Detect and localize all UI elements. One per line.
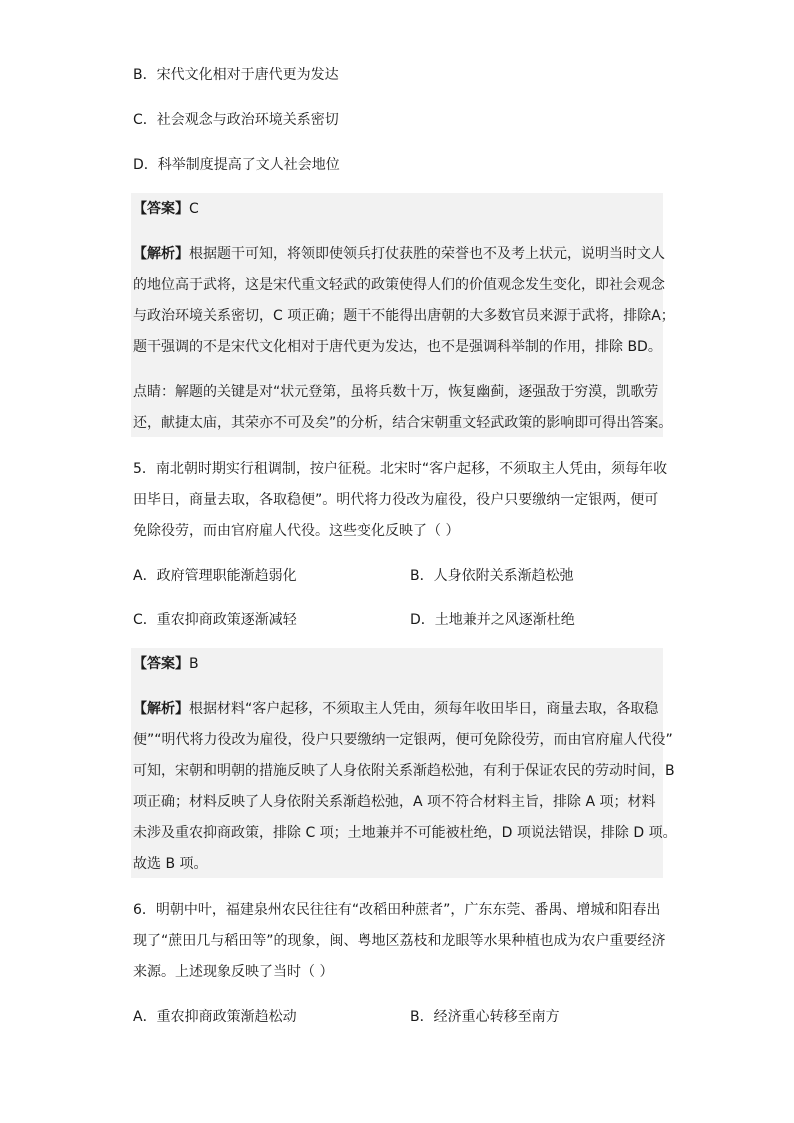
q5-stem-line-3: 免除役劳，而由官府雇人代役。这些变化反映了（ ） [133, 523, 460, 539]
q6-stem-line-1: 6．明朝中叶，福建泉州农民往往有“改稻田种蔗者”，广东东莞、番禺、增城和阳春出 [133, 902, 661, 918]
q5-stem-line-1: 5．南北朝时期实行租调制，按户征税。北宋时“客户起移，不须取主人凭由，须每年收 [133, 461, 668, 477]
q4-option-c: C．社会观念与政治环境关系密切 [133, 112, 339, 128]
q5-option-a: A．政府管理职能渐趋弱化 [133, 568, 297, 584]
q4-option-d: D．科举制度提高了文人社会地位 [133, 157, 340, 173]
q5-option-c: C．重农抑商政策逐渐减轻 [133, 612, 297, 628]
q4-analysis-line-3: 与政治环境关系密切，C 项正确；题干不能得出唐朝的大多数官员来源于武将，排除A； [133, 308, 675, 324]
analysis-text: 根据材料“客户起移，不须取主人凭由，须每年收田毕日，商量去取，各取稳 [189, 701, 659, 717]
q6-stem-line-2: 现了“蔗田几与稻田等”的现象，闽、粤地区荔枝和龙眼等水果种植也成为农户重要经济 [133, 933, 666, 949]
q5-option-d: D．土地兼并之风逐渐杜绝 [410, 612, 575, 628]
analysis-label: 【解析】 [133, 246, 189, 262]
q4-option-b: B．宋代文化相对于唐代更为发达 [133, 67, 339, 83]
q4-analysis-line-2: 的地位高于武将，这是宋代重文轻武的政策使得人们的价值观念发生变化，即社会观念 [133, 277, 665, 293]
q4-analysis-line-1 [133, 244, 665, 264]
q4-answer [133, 199, 199, 219]
q5-analysis-line-2: 便”“明代将力役改为雇役，役户只要缴纳一定银两，便可免除役劳，而由官府雇人代役” [133, 732, 673, 748]
q4-analysis-line-4: 题干强调的不是宋代文化相对于唐代更为发达，也不是强调科举制的作用，排除 BD。 [133, 339, 662, 355]
q4-tip-line-1: 点睛：解题的关键是对“状元登第，虽将兵数十万，恢复幽蓟，逐强敌于穷漠，凯歌劳 [133, 384, 659, 400]
q6-option-a: A．重农抑商政策渐趋松动 [133, 1009, 297, 1025]
q5-analysis-line-5: 未涉及重农抑商政策，排除 C 项；土地兼并不可能被杜绝，D 项说法错误，排除 D 项。 [133, 825, 677, 841]
q5-answer [133, 654, 199, 674]
answer-value: C [189, 201, 199, 217]
q4-tip-line-2: 还，献捷太庙，其荣亦不可及矣”的分析，结合宋朝重文轻武政策的影响即可得出答案。 [133, 415, 673, 431]
q5-option-b: B．人身依附关系渐趋松弛 [410, 568, 574, 584]
q5-analysis-line-3: 可知，宋朝和明朝的措施反映了人身依附关系渐趋松弛，有利于保证农民的劳动时间，B [133, 763, 675, 779]
q5-analysis-line-4: 项正确；材料反映了人身依附关系渐趋松弛，A 项不符合材料主旨，排除 A 项；材料 [133, 794, 656, 810]
q6-stem-line-3: 来源。上述现象反映了当时（ ） [133, 964, 334, 980]
analysis-label: 【解析】 [133, 701, 189, 717]
analysis-text: 根据题干可知，将领即使领兵打仗获胜的荣誉也不及考上状元，说明当时文人 [189, 246, 665, 262]
q5-analysis-line-6: 故选 B 项。 [133, 856, 208, 872]
q6-option-b: B．经济重心转移至南方 [410, 1009, 560, 1025]
answer-label: 【答案】 [133, 656, 189, 672]
q5-stem-line-2: 田毕日，商量去取，各取稳便”。明代将力役改为雇役，役户只要缴纳一定银两，便可 [133, 492, 659, 508]
answer-value: B [189, 656, 199, 672]
q5-analysis-line-1 [133, 699, 658, 719]
answer-label: 【答案】 [133, 201, 189, 217]
